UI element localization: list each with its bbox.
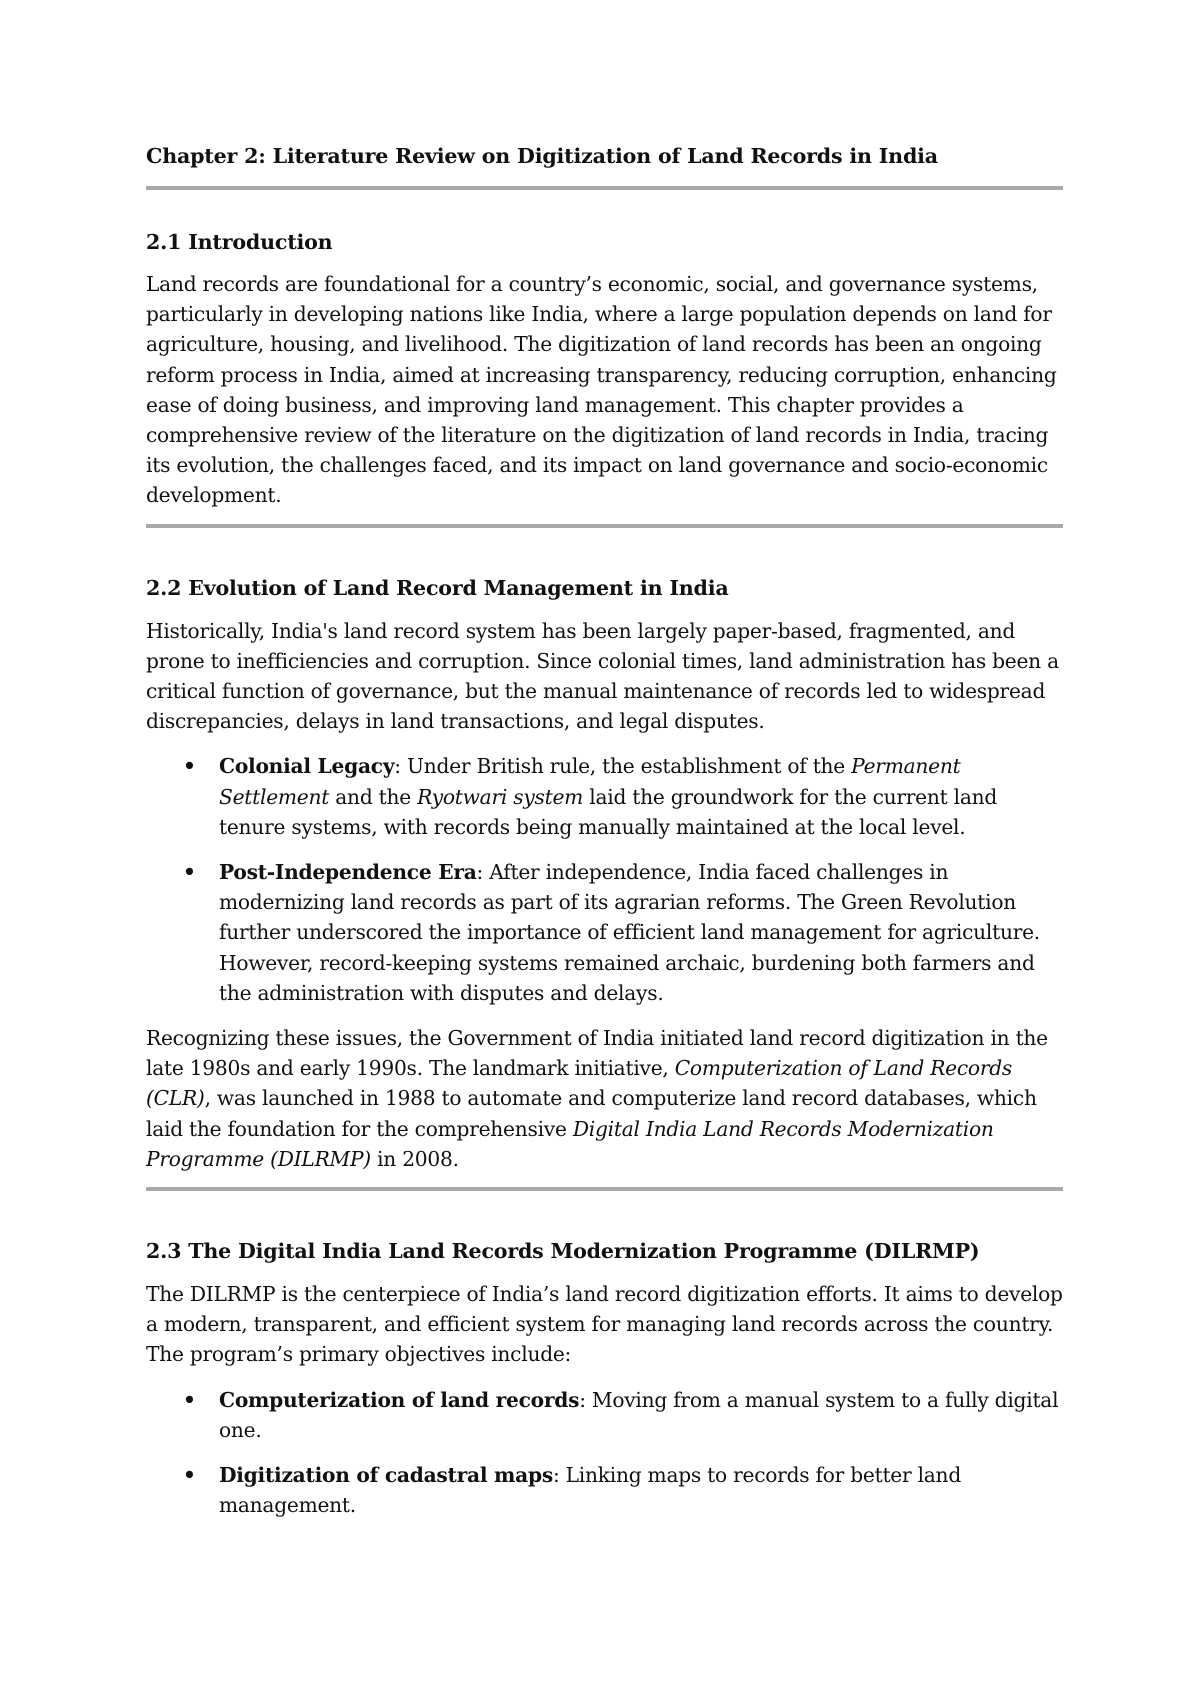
list-item: [146, 1385, 1063, 1445]
bullet-icon: •: [183, 754, 196, 779]
evolution-closing-paragraph: [146, 1023, 1063, 1174]
bullet-text: : Moving from a manual system to a fully digital one.: [219, 1387, 1059, 1442]
divider: [146, 524, 1063, 528]
section-heading-dilrmp: 2.3 The Digital India Land Records Modernization Programme (DILRMP): [146, 1239, 980, 1264]
bullet-term: Computerization of land records: [219, 1387, 580, 1412]
introduction-paragraph: Land records are foundational for a country’s economic, social, and governance systems, particularly in developing nations like India, where a large population depends on land for agriculture, housing, and livelihood. The digitization of land records has been an ongoing reform process in India, aimed at increasing transparency, reducing corruption, enhancing ease of doing business, and improving land management. This chapter provides a comprehensive review of the literature on the digitization of land records in India, tracing its evolution, the challenges faced, and its impact on land governance and socio-economic development.: [146, 272, 1057, 508]
paragraph-text: Recognizing these issues, the Government of India initiated land record digitization in the late 1980s and early 1990s. The landmark initiative,: [146, 1026, 1048, 1081]
bullet-text: : Linking maps to records for better land management.: [219, 1463, 961, 1518]
divider: [146, 186, 1063, 190]
emphasis-text: Computerization of Land Records (CLR): [146, 1056, 1012, 1111]
bullet-icon: •: [183, 1463, 196, 1488]
list-item: [146, 857, 1063, 1008]
evolution-bullet-list: [146, 751, 1063, 1008]
bullet-term: Digitization of cadastral maps: [219, 1463, 553, 1488]
section-heading-evolution: 2.2 Evolution of Land Record Management in India: [146, 575, 729, 600]
paragraph-text: in 2008.: [370, 1146, 459, 1171]
bullet-text: : Under British rule, the establishment of the: [394, 754, 852, 779]
emphasis-text: Ryotwari system: [417, 784, 584, 809]
bullet-icon: •: [183, 1387, 196, 1412]
chapter-title: Chapter 2: Literature Review on Digitization of Land Records in India: [146, 144, 938, 168]
paragraph-text: , was launched in 1988 to automate and computerize land record databases, which laid the foundation for the comprehensive: [146, 1086, 1037, 1141]
dilrmp-intro-paragraph: The DILRMP is the centerpiece of India’s land record digitization efforts. It aims to develop a modern, transparent, and efficient system for managing land records across the country. The program’s primary objectives include:: [146, 1282, 1063, 1367]
emphasis-text: Digital India Land Records Modernization Programme (DILRMP): [146, 1116, 994, 1171]
emphasis-text: Permanent Settlement: [219, 754, 961, 809]
bullet-text: and the: [329, 784, 418, 809]
bullet-term: Post-Independence Era: [219, 860, 477, 885]
bullet-icon: •: [183, 860, 196, 885]
list-item: [146, 751, 1063, 842]
bullet-text: laid the groundwork for the current land tenure systems, with records being manually maintained at the local level.: [219, 784, 998, 839]
bullet-text: : After independence, India faced challenges in modernizing land records as part of its agrarian reforms. The Green Revolution further underscored the importance of efficient land management for agriculture. However, record-keeping systems remained archaic, burdening both farmers and the administration with disputes and delays.: [219, 860, 1040, 1005]
dilrmp-bullet-list: [146, 1385, 1063, 1521]
divider: [146, 1187, 1063, 1191]
list-item: [146, 1460, 1063, 1520]
bullet-term: Colonial Legacy: [219, 754, 395, 779]
document-body: [146, 141, 1063, 1521]
evolution-intro-paragraph: Historically, India's land record system has been largely paper-based, fragmented, and prone to inefficiencies and corruption. Since colonial times, land administration has been a critical function of governance, but the manual maintenance of records led to widespread discrepancies, delays in land transactions, and legal disputes.: [146, 618, 1059, 734]
section-heading-introduction: 2.1 Introduction: [146, 230, 333, 254]
